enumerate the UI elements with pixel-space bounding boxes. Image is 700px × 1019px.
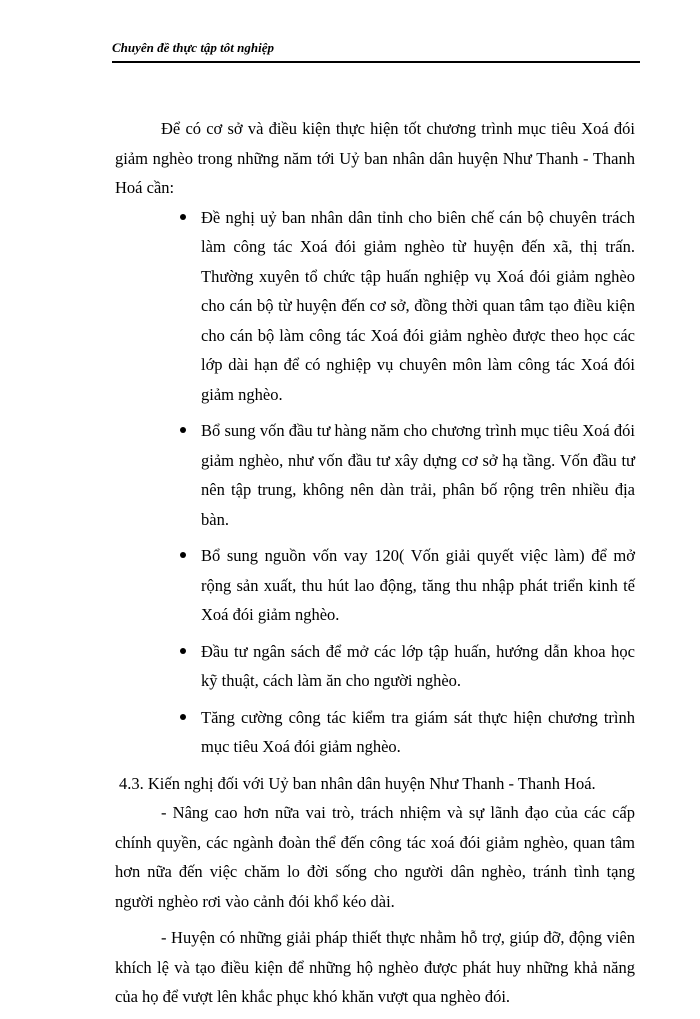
header-title: Chuyên đề thực tập tôt nghiệp bbox=[112, 40, 274, 55]
list-item-text: Tăng cường công tác kiểm tra giám sát thực hiện chương trình mục tiêu Xoá đói giảm nghèo. bbox=[201, 707, 635, 756]
header-rule bbox=[112, 61, 640, 63]
recommendation-list bbox=[115, 203, 635, 762]
list-item bbox=[201, 203, 635, 410]
list-item bbox=[201, 541, 635, 630]
list-item-text: Đầu tư ngân sách để mở các lớp tập huấn, hướng dẫn khoa học kỹ thuật, cách làm ăn cho người nghèo. bbox=[201, 641, 635, 690]
list-item-text: Đề nghị uỷ ban nhân dân tỉnh cho biên chế cán bộ chuyên trách làm công tác Xoá đói giảm nghèo từ huyện đến xã, thị trấn. Thường xuyên tổ chức tập huấn nghiệp vụ Xoá đói giảm nghèo cho cán bộ từ huyện đến cơ sở, đồng thời quan tâm tạo điều kiện cho cán bộ làm công tác Xoá đói giảm nghèo được theo học các lớp dài hạn để có nghiệp vụ chuyên môn làm công tác Xoá đói giảm nghèo. bbox=[201, 207, 635, 404]
list-item bbox=[201, 416, 635, 534]
bullet-icon bbox=[180, 552, 186, 558]
section-paragraph: - Huyện có những giải pháp thiết thực nhằm hỗ trợ, giúp đỡ, động viên khích lệ và tạo điều kiện để những hộ nghèo được phát huy những khả năng của họ để vượt lên khắc phục khó khăn vượt qua nghèo đói. bbox=[115, 928, 635, 1006]
list-item-text: Bổ sung vốn đầu tư hàng năm cho chương trình mục tiêu Xoá đói giảm nghèo, như vốn đầu tư xây dựng cơ sở hạ tầng. Vốn đầu tư nên tập trung, không nên dàn trải, phân bố rộng trên nhiều địa bàn. bbox=[201, 421, 635, 529]
intro-paragraph: Để có cơ sở và điều kiện thực hiện tốt chương trình mục tiêu Xoá đói giảm nghèo trong những năm tới Uỷ ban nhân dân huyện Như Thanh - Thanh Hoá cần: bbox=[115, 119, 635, 197]
bullet-icon bbox=[180, 648, 186, 654]
list-item bbox=[201, 637, 635, 696]
bullet-icon bbox=[180, 714, 186, 720]
section-heading: 4.3. Kiến nghị đối với Uỷ ban nhân dân huyện Như Thanh - Thanh Hoá. bbox=[119, 773, 596, 793]
document-body bbox=[115, 114, 635, 1019]
list-item bbox=[201, 703, 635, 762]
bullet-icon bbox=[180, 214, 186, 220]
list-item-text: Bổ sung nguồn vốn vay 120( Vốn giải quyết việc làm) để mở rộng sản xuất, thu hút lao động, tăng thu nhập phát triển kinh tế Xoá đói giảm nghèo. bbox=[201, 546, 635, 624]
section-paragraph: - Nâng cao hơn nữa vai trò, trách nhiệm và sự lãnh đạo của các cấp chính quyền, các ngành đoàn thể đến công tác xoá đói giảm nghèo, quan tâm hơn nữa đến việc chăm lo đời sống cho người dân nghèo, tránh tình tạng người nghèo rơi vào cảnh đói khổ kéo dài. bbox=[115, 803, 635, 911]
bullet-icon bbox=[180, 427, 186, 433]
